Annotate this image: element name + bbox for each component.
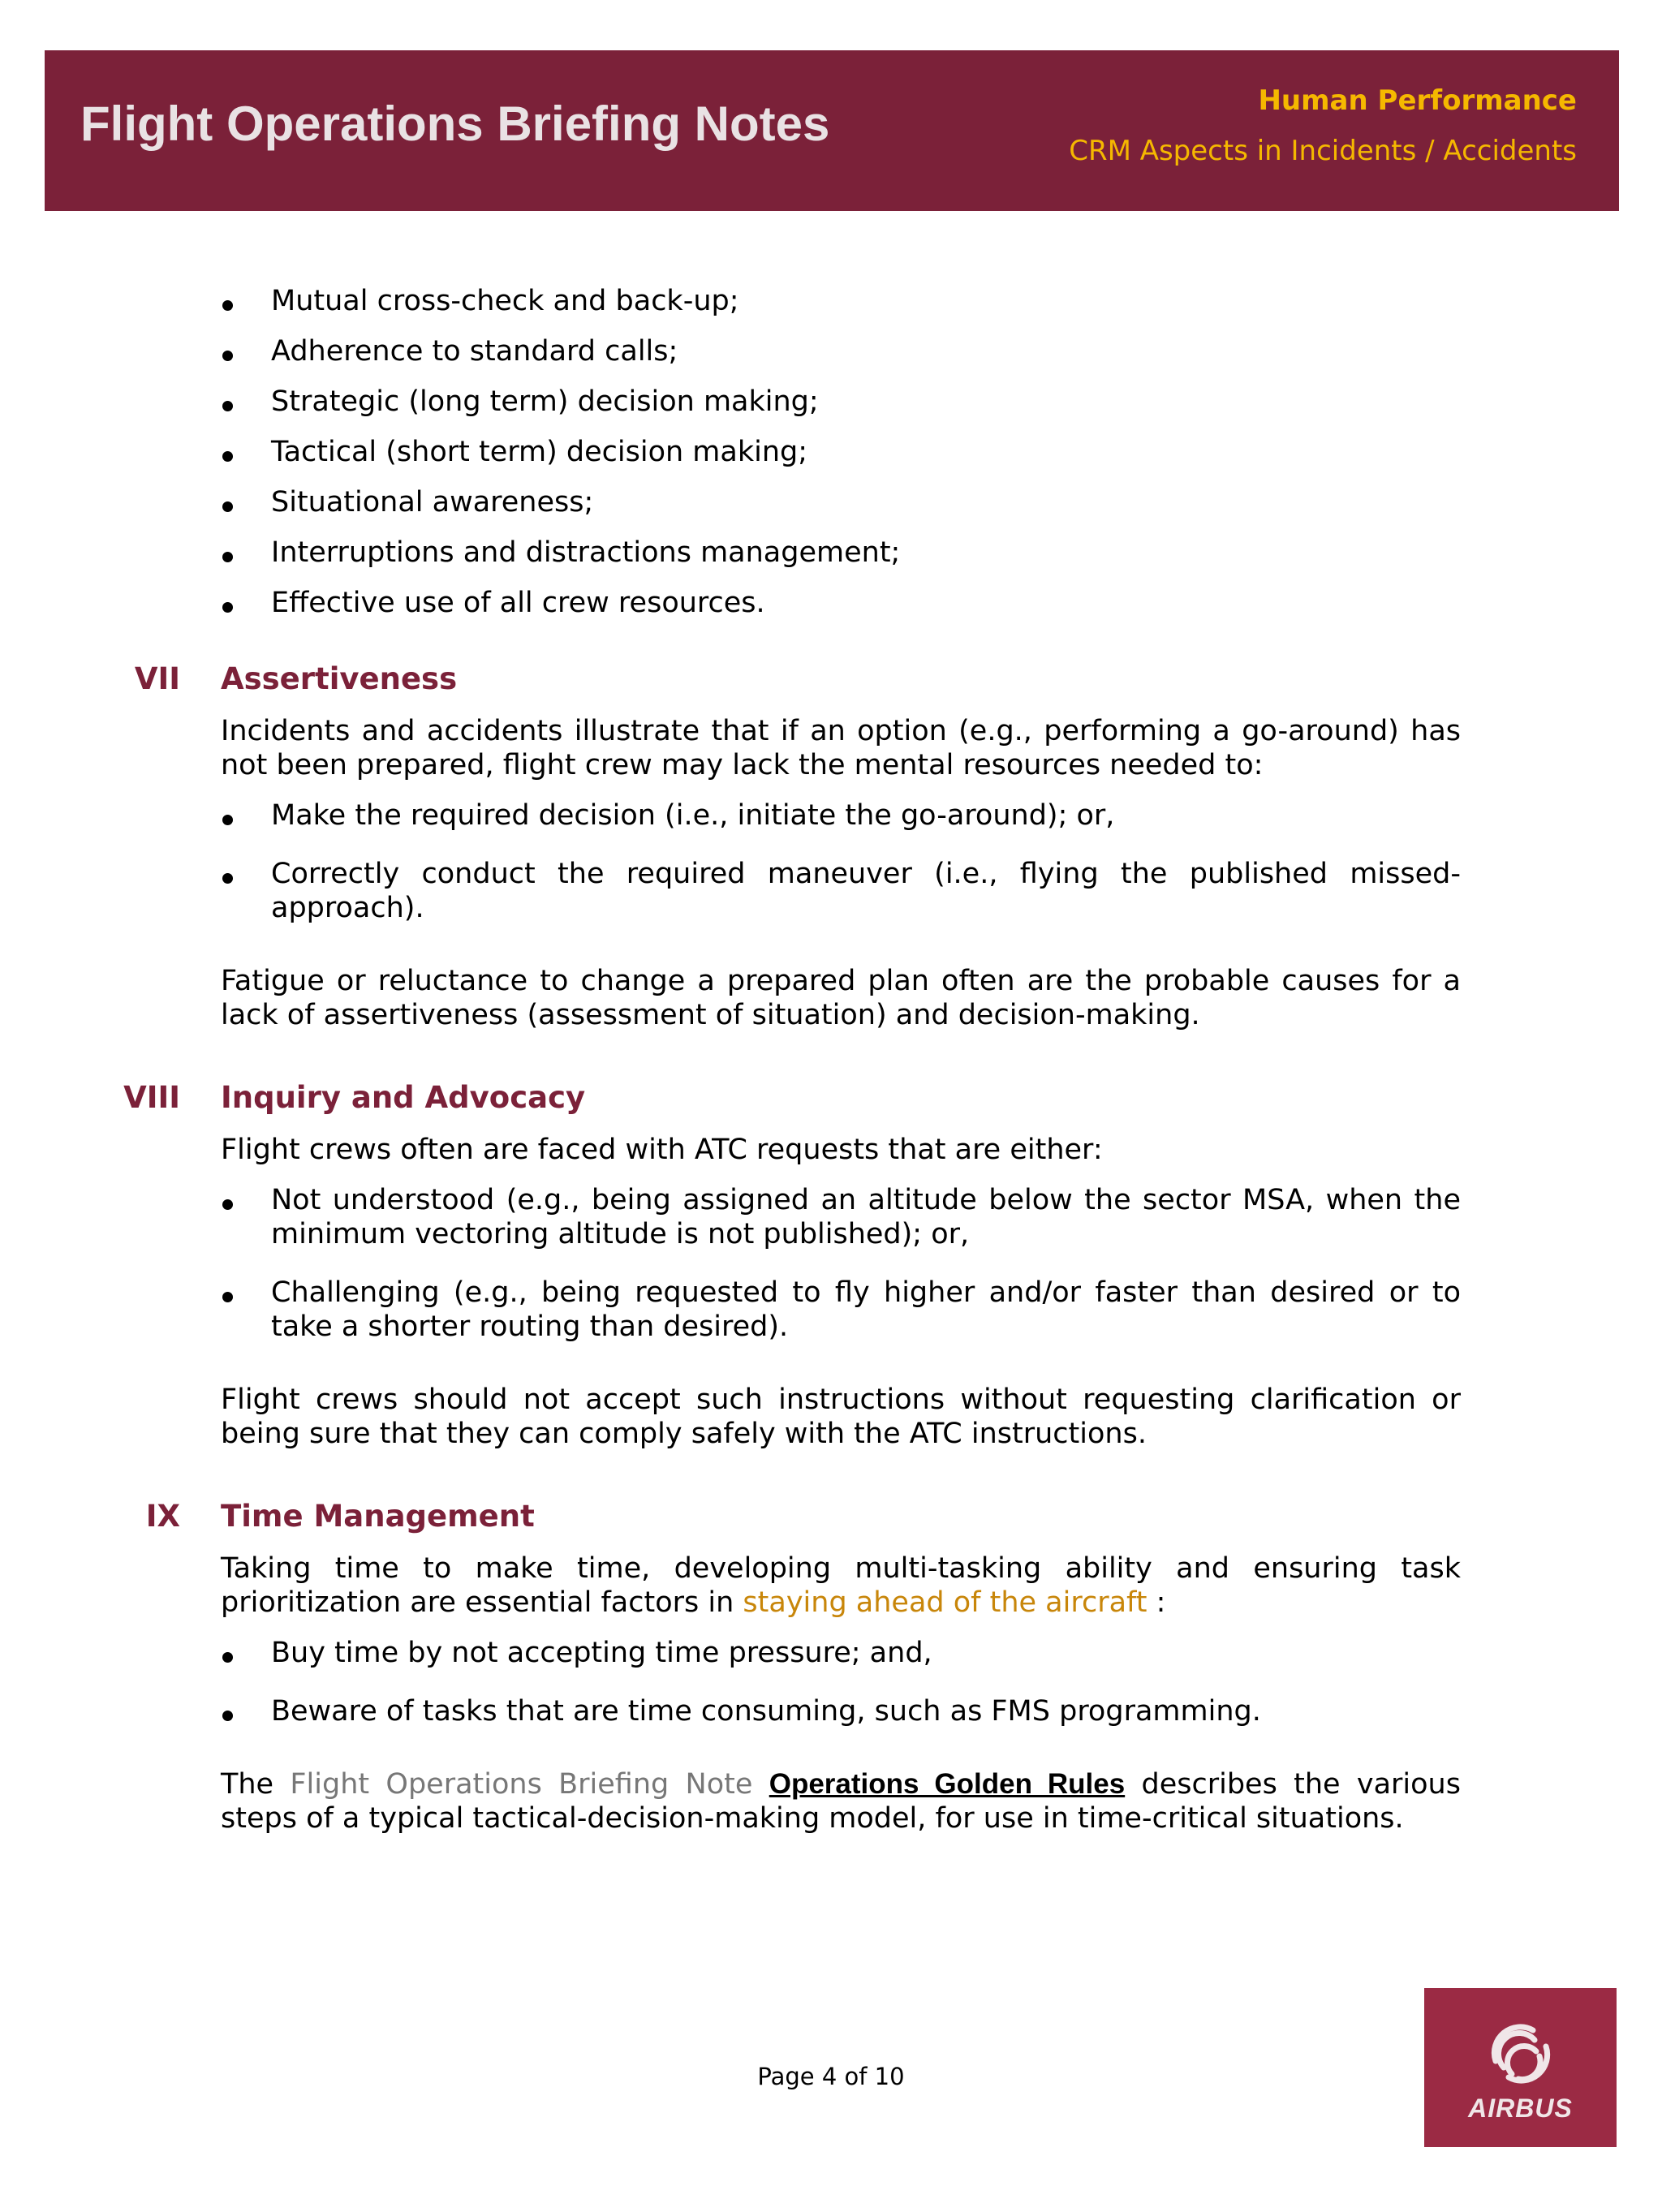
airbus-logo — [1424, 1988, 1617, 2147]
header-banner — [45, 50, 1619, 211]
document-title: Flight Operations Briefing Notes — [80, 97, 830, 151]
section-number: VIII — [123, 1080, 180, 1115]
section-time-management — [145, 1499, 1461, 1835]
category-label: Human Performance — [1258, 84, 1577, 117]
list-item: Effective use of all crew resources. — [221, 586, 1461, 620]
section-inquiry-advocacy — [123, 1080, 1461, 1451]
briefing-note-reference: Flight Operations Briefing Note — [290, 1768, 753, 1801]
list-item: Buy time by not accepting time pressure; and, — [221, 1636, 1461, 1670]
list-item: Adherence to standard calls; — [221, 334, 1461, 368]
section-intro: Flight crews often are faced with ATC requests that are either: — [221, 1134, 1103, 1166]
bullet-icon — [222, 815, 233, 825]
document-subtitle: CRM Aspects in Incidents / Accidents — [1069, 135, 1577, 167]
section-assertiveness — [134, 661, 1461, 1032]
section-heading — [145, 1499, 1461, 1534]
bullet-icon — [222, 1711, 233, 1721]
list-item: Mutual cross-check and back-up; — [221, 284, 1461, 318]
intro-bullet-list — [221, 284, 1461, 620]
section-heading — [123, 1080, 1461, 1115]
bullet-icon — [222, 1652, 233, 1663]
bullet-icon — [222, 1292, 233, 1302]
bullet-icon — [222, 351, 233, 361]
list-item: Beware of tasks that are time consuming, such as FMS programming. — [221, 1694, 1461, 1728]
section-closing: The Flight Operations Briefing Note Operations Golden Rules describes the various steps of a typical tactical-decision-making model, for use in time-critical situations. — [221, 1768, 1461, 1835]
bullet-icon — [222, 1199, 233, 1210]
logo-wordmark: AIRBUS — [1468, 2094, 1573, 2123]
section-heading — [134, 661, 1461, 696]
section-number: VII — [134, 661, 180, 696]
bullet-icon — [222, 451, 233, 462]
bullet-icon — [222, 401, 233, 411]
page-content — [123, 284, 1461, 1853]
highlighted-phrase: staying ahead of the aircraft — [743, 1586, 1147, 1619]
list-item: Tactical (short term) decision making; — [221, 435, 1461, 469]
section-title: Time Management — [221, 1499, 535, 1534]
operations-golden-rules-link[interactable]: Operations Golden Rules — [769, 1768, 1126, 1800]
list-item: Situational awareness; — [221, 485, 1461, 519]
bullet-icon — [222, 602, 233, 613]
airbus-swirl-icon — [1486, 2019, 1556, 2089]
list-item: Interruptions and distractions management; — [221, 536, 1461, 570]
bullet-icon — [222, 873, 233, 884]
bullet-list — [221, 1636, 1461, 1728]
section-closing: Fatigue or reluctance to change a prepared plan often are the probable causes for a lack of assertiveness (assessment of situation) and decision-making. — [221, 965, 1461, 1031]
list-item: Correctly conduct the required maneuver (i.e., flying the published missed-approach). — [221, 857, 1461, 925]
section-title: Assertiveness — [221, 661, 458, 696]
bullet-list — [221, 1183, 1461, 1344]
list-item: Challenging (e.g., being requested to fly higher and/or faster than desired or to take a shorter routing than desired). — [221, 1276, 1461, 1344]
section-title: Inquiry and Advocacy — [221, 1080, 586, 1115]
list-item: Strategic (long term) decision making; — [221, 385, 1461, 419]
bullet-list — [221, 798, 1461, 925]
bullet-icon — [222, 300, 233, 311]
section-number: IX — [145, 1499, 180, 1534]
section-intro: Incidents and accidents illustrate that if an option (e.g., performing a go-around) has not been prepared, flight crew may lack the mental resources needed to: — [221, 715, 1461, 781]
section-closing: Flight crews should not accept such instructions without requesting clarification or being sure that they can comply safely with the ATC instructions. — [221, 1384, 1461, 1450]
list-item: Make the required decision (i.e., initiate the go-around); or, — [221, 798, 1461, 833]
section-intro: Taking time to make time, developing multi-tasking ability and ensuring task prioritization are essential factors in staying ahead of the aircraft : — [221, 1552, 1461, 1619]
bullet-icon — [222, 501, 233, 512]
bullet-icon — [222, 552, 233, 562]
page-number: Page 4 of 10 — [757, 2063, 905, 2090]
list-item: Not understood (e.g., being assigned an altitude below the sector MSA, when the minimum vectoring altitude is not published); or, — [221, 1183, 1461, 1251]
